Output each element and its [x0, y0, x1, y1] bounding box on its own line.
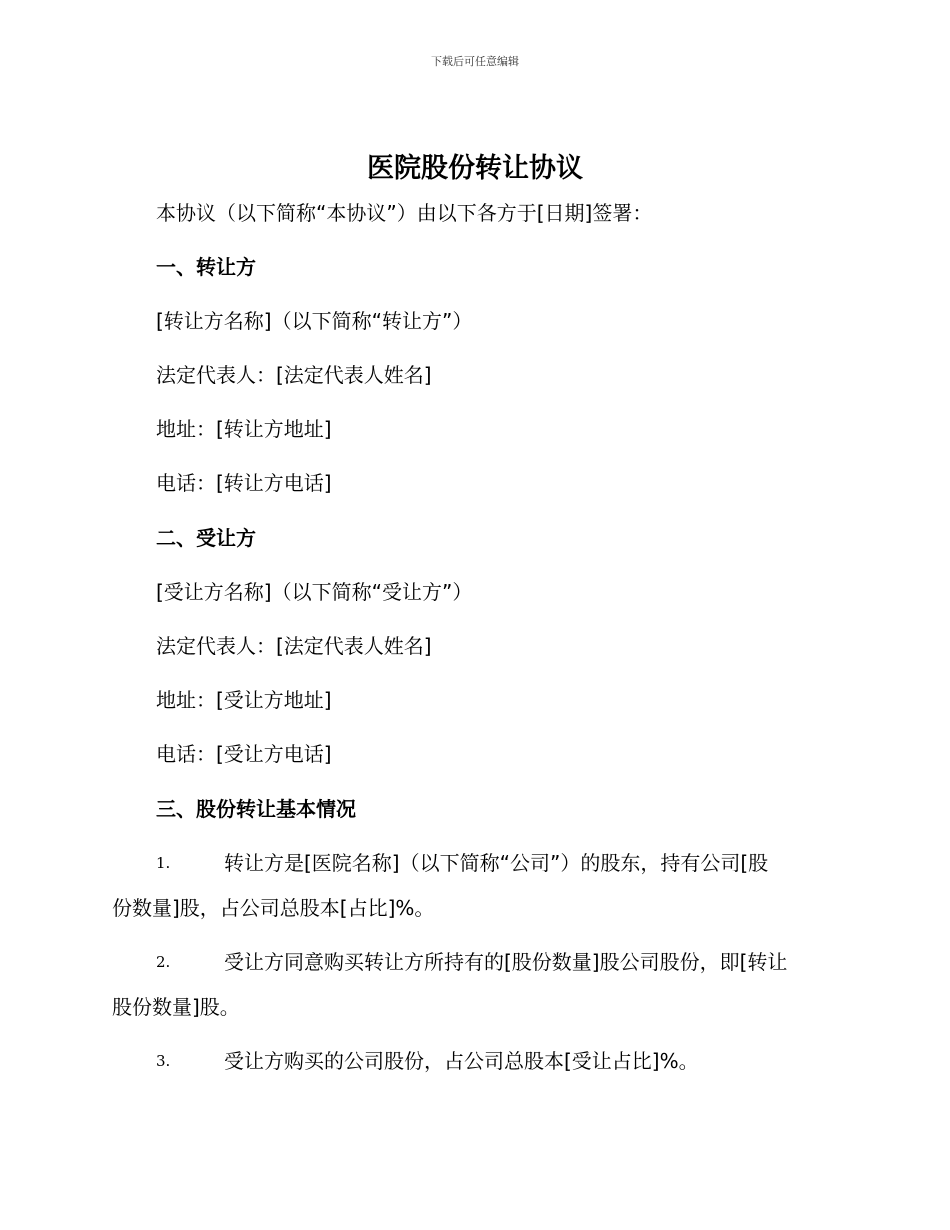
- transferor-name: [转让方名称]（以下简称“转让方”）: [156, 309, 473, 333]
- header-note: 下载后可任意编辑: [431, 55, 519, 68]
- transferee-representative: 法定代表人：[法定代表人姓名]: [156, 634, 432, 658]
- transferee-name: [受让方名称]（以下简称“受让方”）: [156, 580, 473, 604]
- list-item-number: 2.: [156, 953, 171, 971]
- transferor-heading: 一、转让方: [156, 255, 256, 279]
- document-title: 医院股份转让协议: [367, 153, 583, 184]
- list-item: [112, 848, 838, 923]
- transferor-representative: 法定代表人：[法定代表人姓名]: [156, 363, 432, 387]
- list-item-number: 1.: [156, 854, 171, 872]
- list-item-number: 3.: [156, 1052, 171, 1070]
- list-item-continuation: 份数量]股，占公司总股本[占比]%。: [112, 896, 435, 920]
- transferor-phone: 电话：[转让方电话]: [156, 471, 332, 495]
- transferor-address: 地址：[转让方地址]: [156, 417, 332, 441]
- list-item-text: 受让方同意购买转让方所持有的[股份数量]股公司股份，即[转让: [224, 950, 788, 974]
- section3-heading: 三、股份转让基本情况: [156, 797, 356, 821]
- list-item: [112, 947, 838, 1022]
- list-item-continuation: 股份数量]股。: [112, 995, 240, 1019]
- transferee-address: 地址：[受让方地址]: [156, 688, 332, 712]
- transferee-phone: 电话：[受让方电话]: [156, 742, 332, 766]
- list-item-text: 转让方是[医院名称]（以下简称“公司”）的股东，持有公司[股: [224, 851, 769, 875]
- list-item: [112, 1046, 838, 1076]
- intro-paragraph: 本协议（以下简称“本协议”）由以下各方于[日期]签署：: [156, 201, 653, 225]
- transferee-heading: 二、受让方: [156, 526, 256, 550]
- list-item-text: 受让方购买的公司股份，占公司总股本[受让占比]%。: [224, 1049, 699, 1073]
